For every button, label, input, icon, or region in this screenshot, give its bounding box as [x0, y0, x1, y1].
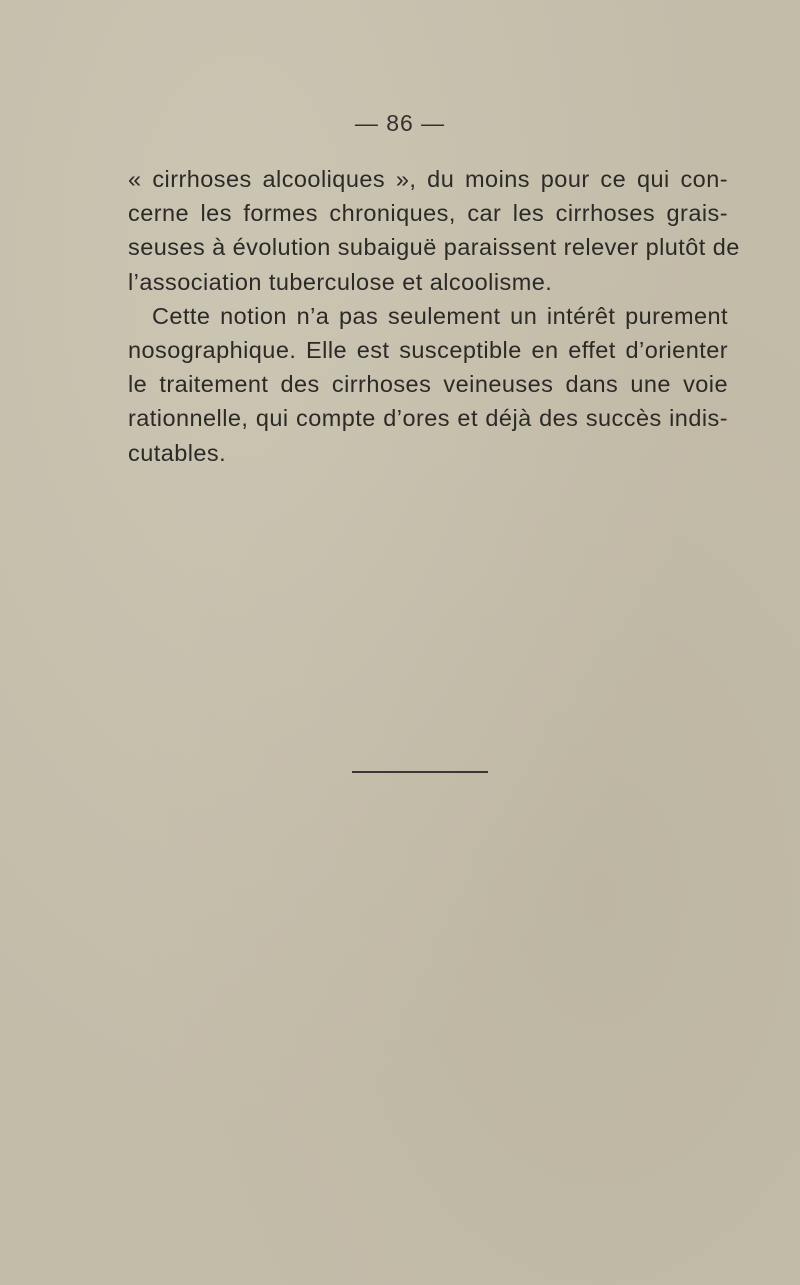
- paragraph-2: [128, 299, 728, 470]
- page-number: — 86 —: [354, 110, 446, 136]
- paragraph-1: [128, 162, 740, 299]
- text-line: rationnelle, qui compte d’ores et déjà des succès indis-: [128, 405, 728, 432]
- text-line: cutables.: [128, 439, 227, 466]
- text-line: le traitement des cirrhoses veineuses dans une voie: [128, 371, 728, 398]
- text-line: seuses à évolution subaiguë paraissent relever plutôt de: [128, 234, 740, 261]
- end-rule: [352, 771, 488, 773]
- text-line: « cirrhoses alcooliques », du moins pour ce qui con-: [128, 166, 728, 192]
- text-line: l’association tuberculose et alcoolisme.: [128, 268, 553, 295]
- text-line: nosographique. Elle est susceptible en effet d’orienter: [128, 337, 728, 364]
- text-line: cerne les formes chroniques, car les cirrhoses grais-: [128, 200, 728, 227]
- text-line: Cette notion n’a pas seulement un intérêt purement: [152, 302, 728, 329]
- body-text: [128, 162, 740, 470]
